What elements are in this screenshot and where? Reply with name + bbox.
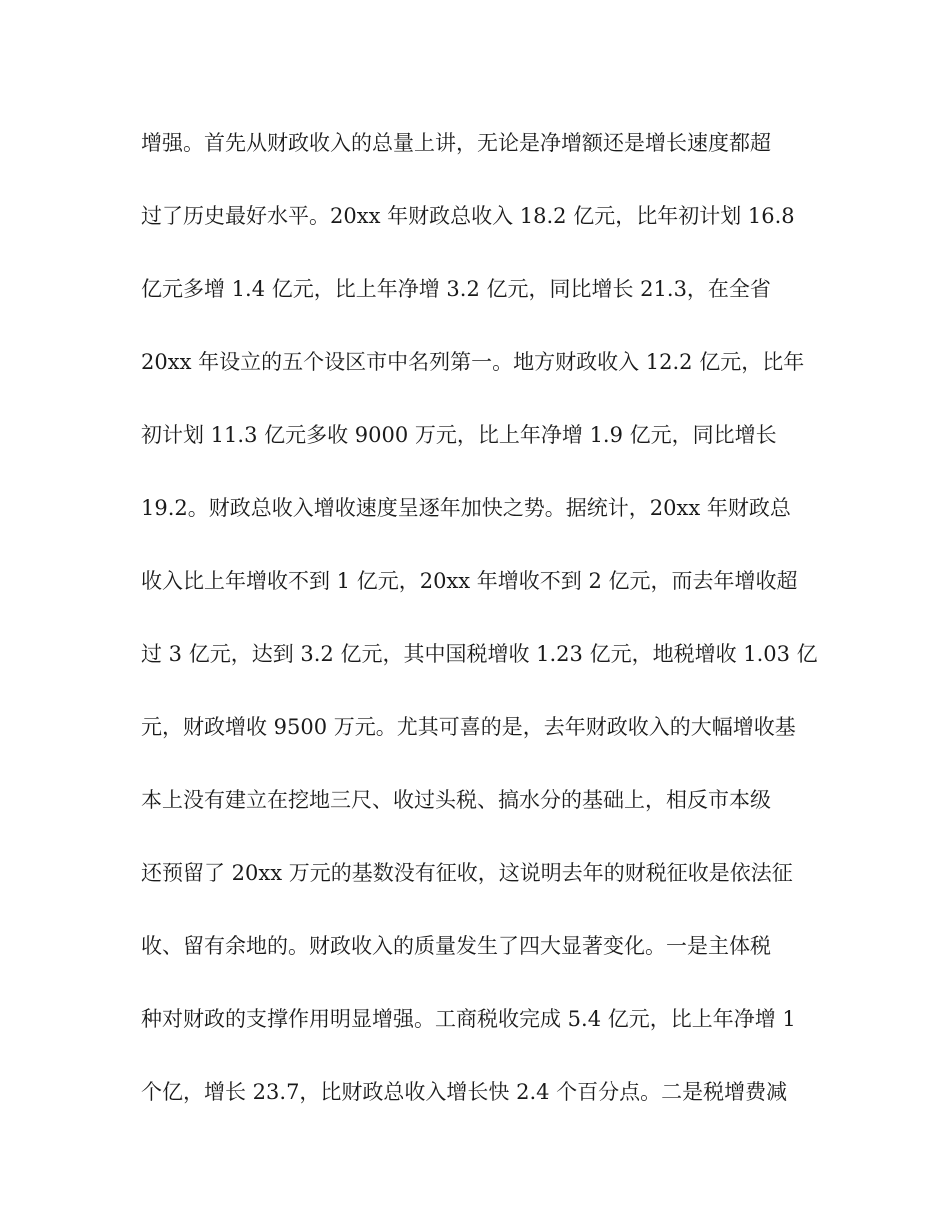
text-line: 还预留了 20xx 万元的基数没有征收，这说明去年的财税征收是依法征 — [141, 861, 793, 885]
text-line: 19.2。财政总收入增收速度呈逐年加快之势。据统计，20xx 年财政总 — [141, 496, 791, 520]
text-line: 增强。首先从财政收入的总量上讲，无论是净增额还是增长速度都超 — [141, 131, 771, 155]
text-line: 本上没有建立在挖地三尺、收过头税、搞水分的基础上，相反市本级 — [141, 788, 771, 812]
text-line: 个亿，增长 23.7，比财政总收入增长快 2.4 个百分点。二是税增费减 — [141, 1080, 788, 1104]
text-line: 过了历史最好水平。20xx 年财政总收入 18.2 亿元，比年初计划 16.8 — [141, 204, 795, 228]
text-line: 过 3 亿元，达到 3.2 亿元，其中国税增收 1.23 亿元，地税增收 1.03 亿 — [141, 642, 818, 666]
text-line: 种对财政的支撑作用明显增强。工商税收完成 5.4 亿元，比上年净增 1 — [141, 1007, 796, 1031]
text-line: 20xx 年设立的五个设区市中名列第一。地方财政收入 12.2 亿元，比年 — [141, 350, 805, 374]
text-line: 初计划 11.3 亿元多收 9000 万元，比上年净增 1.9 亿元，同比增长 — [141, 423, 777, 447]
text-line: 亿元多增 1.4 亿元，比上年净增 3.2 亿元，同比增长 21.3，在全省 — [141, 277, 771, 301]
text-line: 元，财政增收 9500 万元。尤其可喜的是，去年财政收入的大幅增收基 — [141, 715, 796, 739]
text-line: 收、留有余地的。财政收入的质量发生了四大显著变化。一是主体税 — [141, 934, 771, 958]
text-line: 收入比上年增收不到 1 亿元，20xx 年增收不到 2 亿元，而去年增收超 — [141, 569, 798, 593]
